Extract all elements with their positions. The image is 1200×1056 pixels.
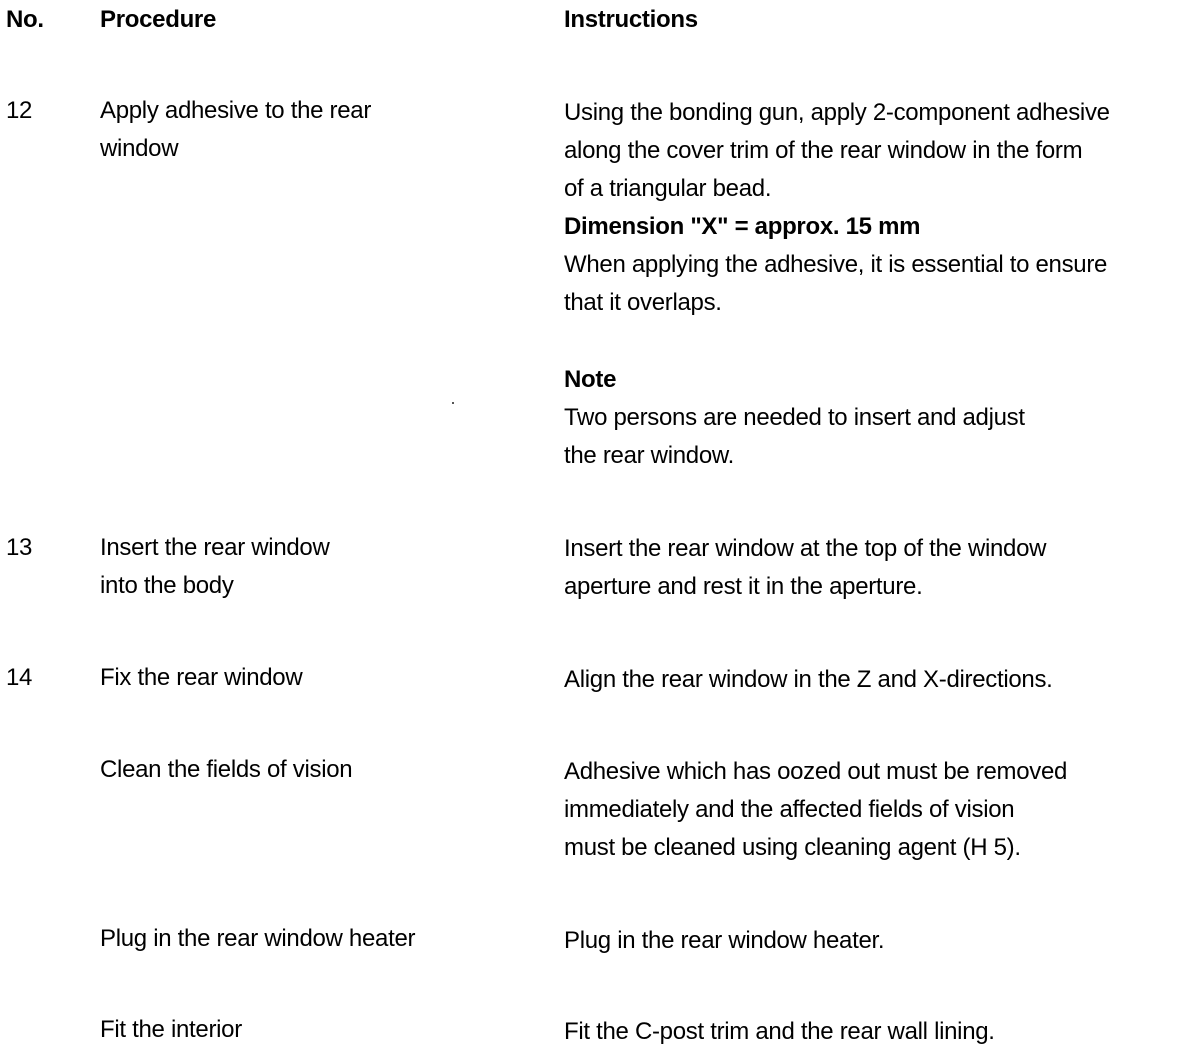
procedure-line: Fix the rear window: [100, 664, 303, 691]
procedure-line: window: [100, 135, 179, 162]
instruction-line: When applying the adhesive, it is essential to ensure: [564, 251, 1108, 278]
instruction-line: Insert the rear window at the top of the window: [564, 535, 1047, 562]
step-instructions: [564, 922, 884, 960]
instruction-line: Plug in the rear window heater.: [564, 927, 885, 954]
step-procedure: [100, 659, 302, 697]
step-number: 14: [6, 664, 33, 691]
procedure-line: Fit the interior: [100, 1016, 242, 1043]
instruction-line: immediately and the affected fields of vision: [564, 796, 1015, 823]
instruction-line: Adhesive which has oozed out must be removed: [564, 758, 1068, 785]
instruction-line: Align the rear window in the Z and X-directions.: [564, 666, 1053, 693]
procedure-line: Insert the rear window: [100, 534, 330, 561]
step-number: 12: [6, 97, 33, 124]
step-procedure: [100, 920, 415, 958]
step-procedure: [100, 529, 330, 605]
step-number: 13: [6, 534, 33, 561]
scan-speck: [452, 402, 454, 404]
instruction-line: must be cleaned using cleaning agent (H 5).: [564, 834, 1021, 861]
header-procedure: Procedure: [100, 6, 217, 33]
header-no: No.: [6, 6, 44, 33]
step-instructions: [564, 753, 1067, 867]
step-procedure: [100, 1011, 242, 1049]
dimension-spec: Dimension "X" = approx. 15 mm: [564, 213, 921, 240]
procedure-line: Apply adhesive to the rear: [100, 97, 372, 124]
step-instructions: [564, 94, 1110, 322]
step-instructions: [564, 530, 1046, 606]
procedure-line: into the body: [100, 572, 234, 599]
header-instructions: Instructions: [564, 6, 698, 33]
instruction-line: Using the bonding gun, apply 2-component adhesive: [564, 99, 1110, 126]
note-title: Note: [564, 366, 617, 393]
step-instructions: [564, 1013, 995, 1051]
procedure-line: Clean the fields of vision: [100, 756, 353, 783]
note-line: Two persons are needed to insert and adjust: [564, 404, 1025, 431]
instruction-line: of a triangular bead.: [564, 175, 772, 202]
instruction-line: that it overlaps.: [564, 289, 722, 316]
step-note: [564, 361, 1025, 475]
note-line: the rear window.: [564, 442, 734, 469]
instruction-line: along the cover trim of the rear window in the form: [564, 137, 1083, 164]
step-procedure: [100, 751, 352, 789]
step-procedure: [100, 92, 371, 168]
step-instructions: [564, 661, 1053, 699]
instruction-line: Fit the C-post trim and the rear wall lining.: [564, 1018, 995, 1045]
procedure-line: Plug in the rear window heater: [100, 925, 416, 952]
instruction-line: aperture and rest it in the aperture.: [564, 573, 923, 600]
